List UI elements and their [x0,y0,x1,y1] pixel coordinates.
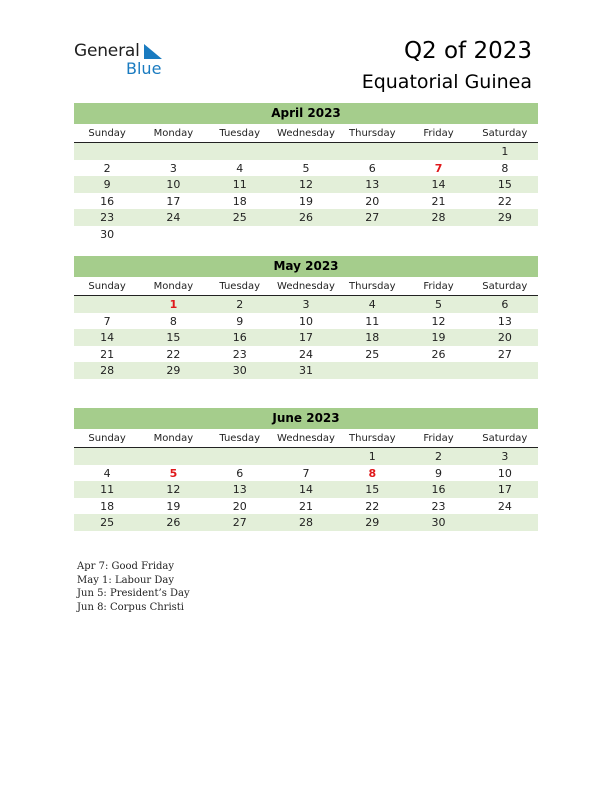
empty-day-cell [140,448,206,465]
day-cell: 24 [497,499,512,513]
weekday-label: Saturday [482,128,528,139]
day-cell: 28 [431,211,446,225]
day-cell: 1 [501,145,509,158]
day-cell: 27 [232,516,247,530]
day-cell: 26 [431,347,446,361]
weekday-label: Friday [423,281,454,292]
day-cell: 20 [365,194,380,208]
day-cell: 12 [298,178,313,192]
day-cell: 19 [431,331,446,345]
page-title: Q2 of 2023 [403,38,532,64]
day-cell: 22 [365,499,380,513]
week-row [74,176,538,193]
empty-day-cell [207,226,273,243]
day-cell: 15 [365,483,380,497]
day-cell: 22 [166,347,181,361]
day-cell: 20 [497,331,512,345]
empty-day-cell [273,143,339,160]
day-cell: 19 [298,194,313,208]
day-cell: 25 [365,347,380,361]
day-cell: 4 [368,298,376,311]
day-cell: 17 [298,331,313,345]
day-cell: 31 [298,364,313,378]
day-cell: 1 [169,298,178,311]
week-row [74,448,538,465]
day-cell: 8 [368,466,377,480]
weekday-label: Monday [153,433,194,444]
brand-logo [74,41,174,81]
day-cell: 4 [103,466,111,480]
empty-day-cell [74,143,140,160]
day-cell: 2 [236,298,244,311]
week-row [74,143,538,160]
weekday-label: Wednesday [277,433,335,444]
day-cell: 21 [100,347,115,361]
day-cell: 17 [497,483,512,497]
empty-day-cell [339,226,405,243]
day-cell: 28 [100,364,115,378]
weekday-label: Friday [423,128,454,139]
day-cell: 3 [501,450,509,463]
day-cell: 26 [298,211,313,225]
day-cell: 30 [100,227,115,241]
empty-day-cell [472,226,538,243]
day-cell: 10 [298,314,313,328]
day-cell: 2 [435,450,443,463]
day-cell: 14 [431,178,446,192]
week-row [74,514,538,531]
day-cell: 9 [236,314,244,328]
day-cell: 1 [368,450,376,463]
day-cell: 3 [302,298,310,311]
day-cell: 7 [103,314,111,328]
day-cell: 13 [365,178,380,192]
day-cell: 21 [431,194,446,208]
empty-day-cell [273,448,339,465]
week-row [74,313,538,330]
month-calendar-april [74,103,538,243]
weekday-header-row [74,277,538,296]
day-cell: 19 [166,499,181,513]
day-cell: 30 [431,516,446,530]
day-cell: 10 [166,178,181,192]
empty-day-cell [140,226,206,243]
week-row [74,481,538,498]
week-row [74,329,538,346]
empty-day-cell [339,143,405,160]
weekday-header-row [74,124,538,143]
day-cell: 2 [103,161,111,175]
weekday-label: Thursday [349,433,396,444]
week-row [74,160,538,177]
month-calendar-june [74,408,538,531]
day-cell: 28 [298,516,313,530]
weekday-label: Thursday [349,128,396,139]
day-cell: 14 [298,483,313,497]
weekday-label: Sunday [88,433,126,444]
weekday-label: Monday [153,281,194,292]
day-cell: 16 [431,483,446,497]
day-cell: 16 [100,194,115,208]
day-cell: 6 [368,161,376,175]
day-cell: 20 [232,499,247,513]
day-cell: 29 [166,364,181,378]
day-cell: 8 [169,314,177,328]
day-cell: 18 [365,331,380,345]
day-cell: 24 [298,347,313,361]
day-cell: 23 [431,499,446,513]
weekday-label: Friday [423,433,454,444]
day-cell: 16 [232,331,247,345]
day-cell: 5 [302,161,310,175]
day-cell: 30 [232,364,247,378]
day-cell: 11 [100,483,115,497]
empty-day-cell [74,448,140,465]
weekday-label: Tuesday [219,433,261,444]
day-cell: 10 [497,466,512,480]
day-cell: 15 [166,331,181,345]
weekday-label: Tuesday [219,281,261,292]
logo-general-text: General [74,41,140,61]
empty-day-cell [74,296,140,313]
month-header: April 2023 [74,103,538,124]
day-cell: 4 [236,161,244,175]
day-cell: 12 [166,483,181,497]
day-cell: 18 [232,194,247,208]
day-cell: 6 [501,298,509,311]
weekday-label: Monday [153,128,194,139]
week-row [74,296,538,313]
weekday-label: Tuesday [219,128,261,139]
day-cell: 18 [100,499,115,513]
day-cell: 7 [434,161,443,175]
week-row [74,209,538,226]
week-row [74,465,538,482]
empty-day-cell [207,448,273,465]
day-cell: 27 [497,347,512,361]
weekday-label: Sunday [88,281,126,292]
day-cell: 8 [501,161,509,175]
day-cell: 11 [232,178,247,192]
day-cell: 25 [232,211,247,225]
day-cell: 7 [302,466,310,480]
week-row [74,346,538,363]
logo-blue-text: Blue [126,59,162,78]
weekday-label: Wednesday [277,128,335,139]
empty-day-cell [339,362,405,379]
empty-day-cell [405,143,471,160]
empty-day-cell [140,143,206,160]
day-cell: 23 [100,211,115,225]
day-cell: 9 [435,466,443,480]
month-calendar-may [74,256,538,379]
week-row [74,498,538,515]
day-cell: 15 [497,178,512,192]
empty-day-cell [472,362,538,379]
day-cell: 13 [497,314,512,328]
day-cell: 11 [365,314,380,328]
weekday-label: Saturday [482,433,528,444]
day-cell: 5 [169,466,178,480]
weeks [74,143,538,243]
empty-day-cell [273,226,339,243]
day-cell: 14 [100,331,115,345]
holiday-note: Jun 5: President’s Day [77,588,190,600]
empty-day-cell [405,362,471,379]
weekday-label: Saturday [482,281,528,292]
holiday-notes [77,560,190,614]
day-cell: 9 [103,178,111,192]
empty-day-cell [405,226,471,243]
day-cell: 12 [431,314,446,328]
weekday-label: Sunday [88,128,126,139]
day-cell: 29 [365,516,380,530]
day-cell: 5 [435,298,443,311]
week-row [74,362,538,379]
empty-day-cell [472,514,538,531]
day-cell: 3 [169,161,177,175]
day-cell: 24 [166,211,181,225]
day-cell: 25 [100,516,115,530]
holiday-note: May 1: Labour Day [77,574,174,586]
holiday-note: Apr 7: Good Friday [77,561,175,572]
day-cell: 17 [166,194,181,208]
day-cell: 23 [232,347,247,361]
page-subtitle: Equatorial Guinea [361,71,532,93]
day-cell: 13 [232,483,247,497]
month-header: June 2023 [74,408,538,429]
day-cell: 29 [497,211,512,225]
holiday-note: Jun 8: Corpus Christi [77,601,185,613]
weekday-header-row [74,429,538,448]
weekday-label: Thursday [349,281,396,292]
month-header: May 2023 [74,256,538,277]
day-cell: 27 [365,211,380,225]
day-cell: 6 [236,466,244,480]
weekday-label: Wednesday [277,281,335,292]
week-row [74,226,538,243]
week-row [74,193,538,210]
empty-day-cell [207,143,273,160]
weeks [74,296,538,379]
weeks [74,448,538,531]
day-cell: 21 [298,499,313,513]
day-cell: 26 [166,516,181,530]
day-cell: 22 [497,194,512,208]
